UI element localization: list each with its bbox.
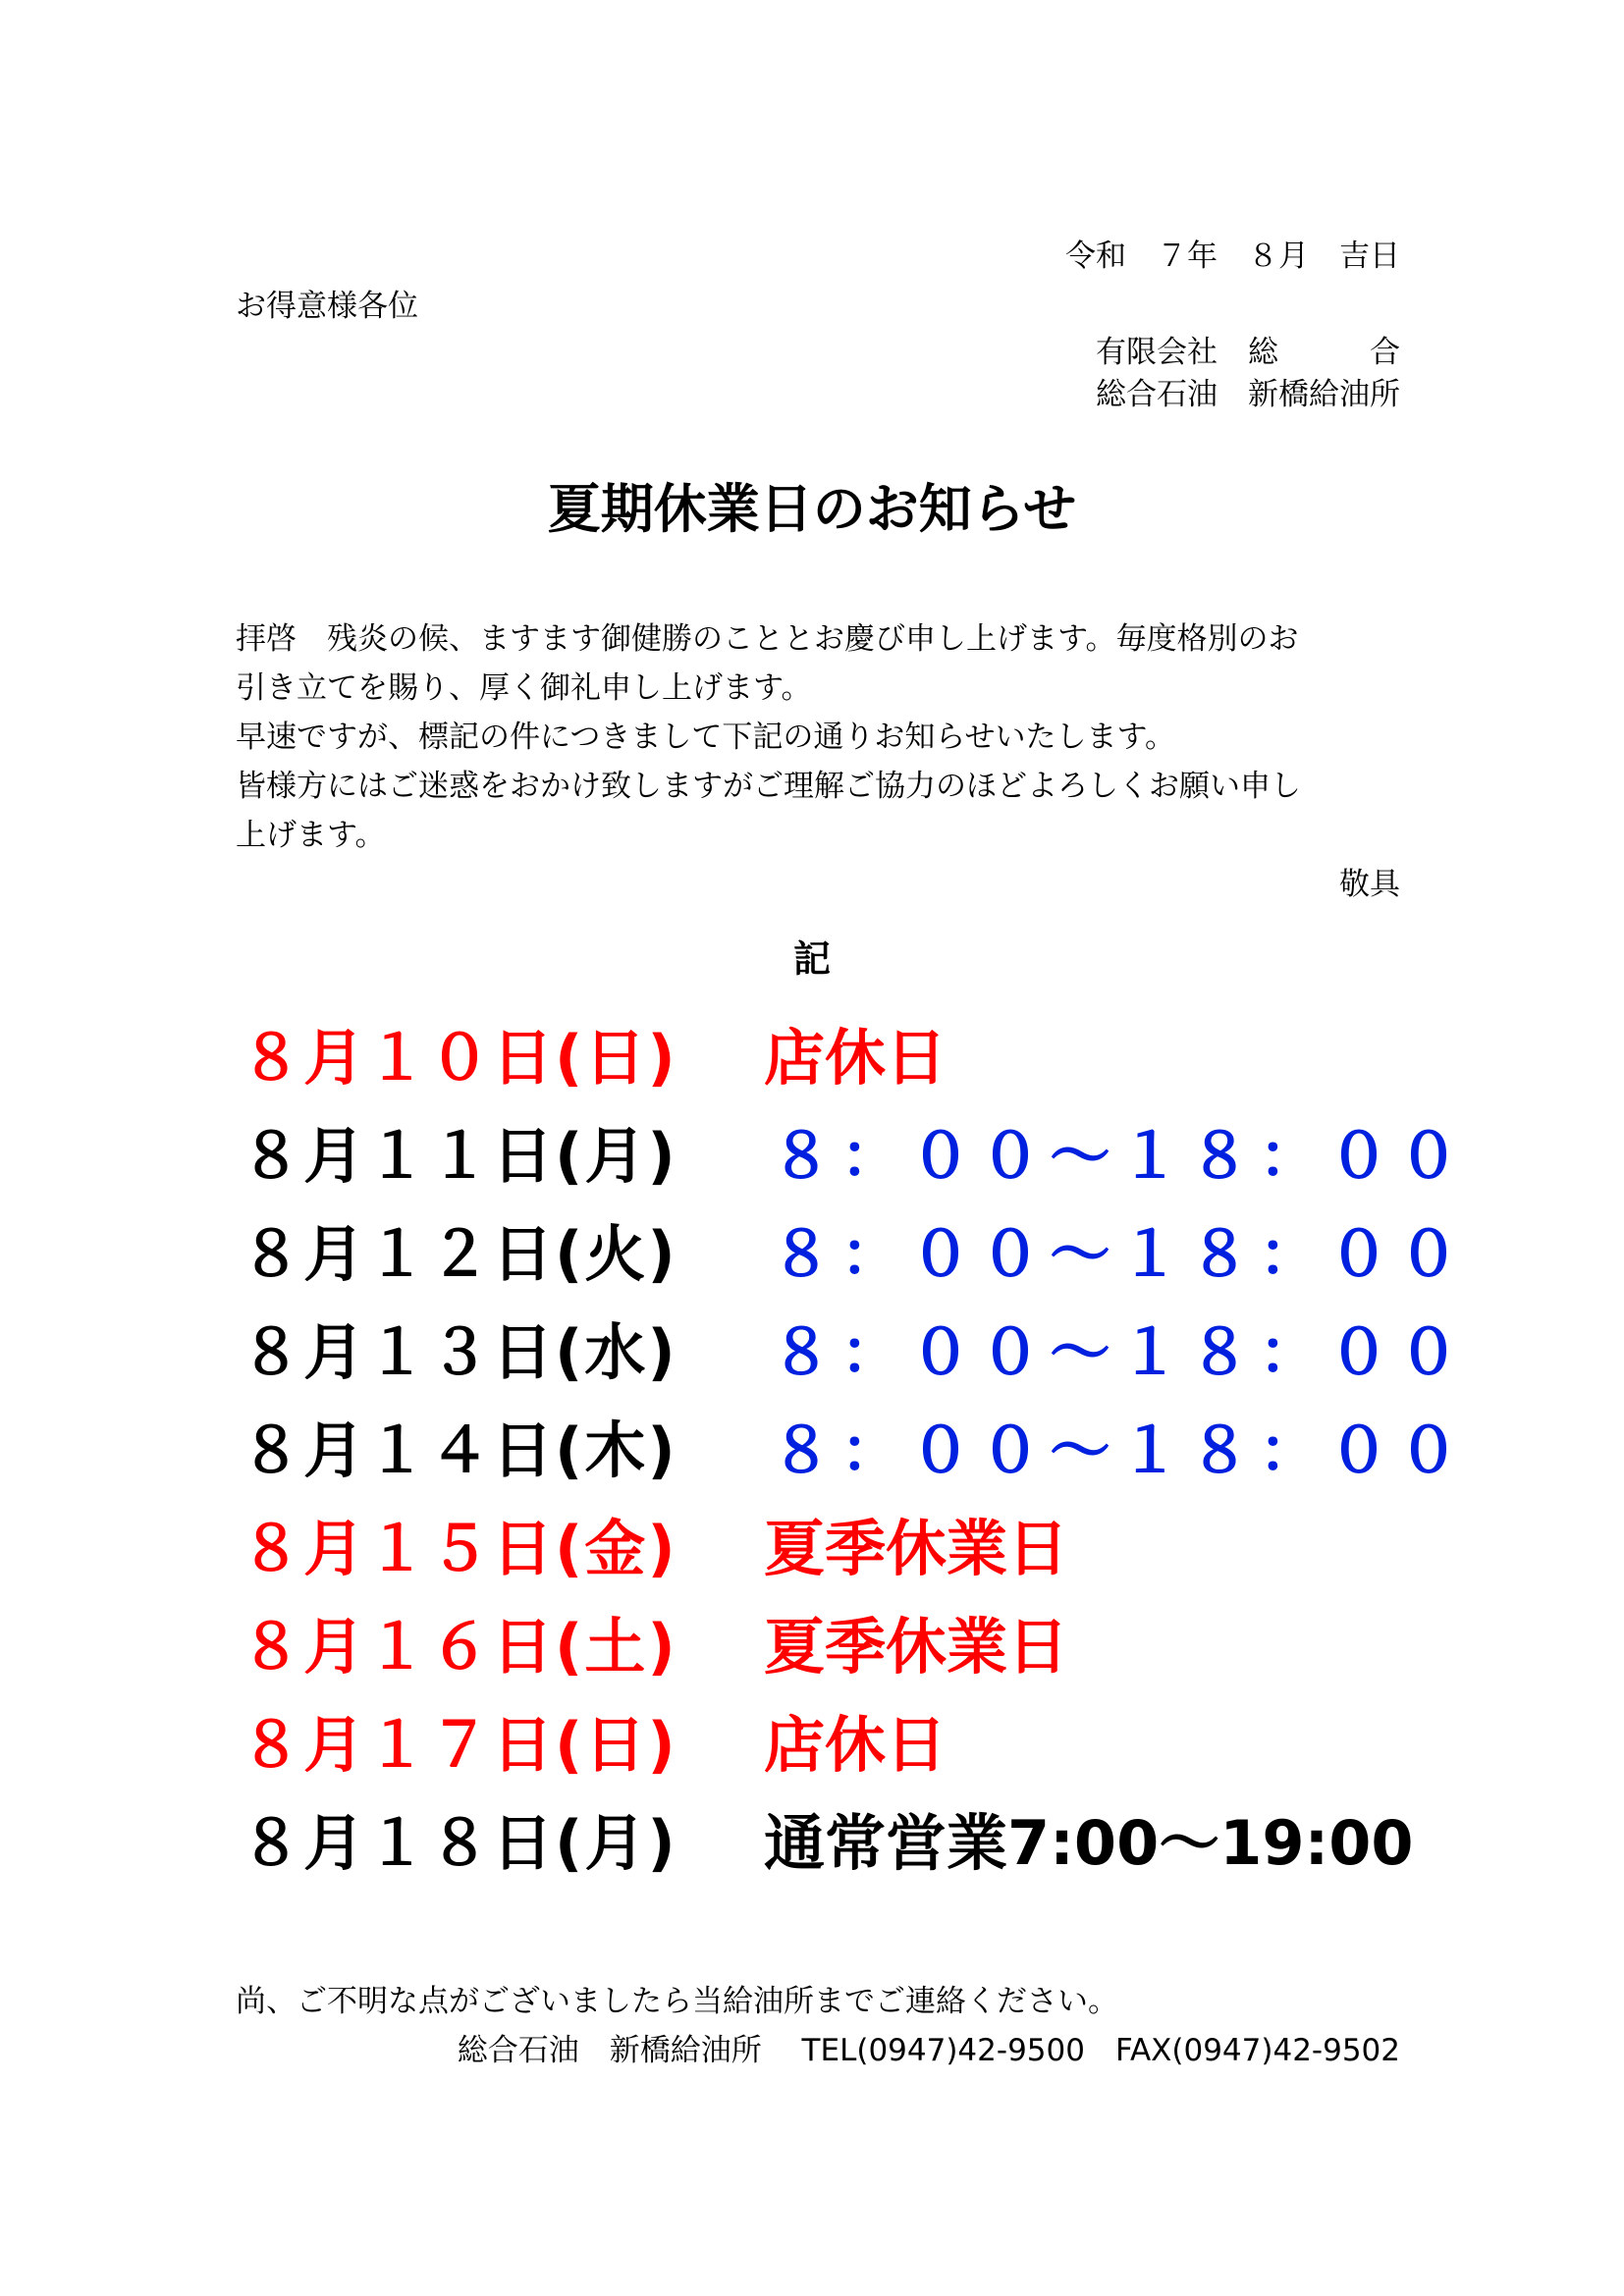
schedule-date: ８月１１日(月): [241, 1120, 677, 1192]
branch-name: 総合石油 新橋給油所: [1096, 377, 1400, 412]
schedule-row: [241, 1510, 1419, 1588]
company-name: 有限会社 総 合: [1096, 335, 1400, 370]
schedule-date: ８月１５日(金): [241, 1513, 677, 1584]
issue-date: 令和 ７年 ８月 吉日: [1065, 239, 1400, 274]
page-title: 夏期休業日のお知らせ: [547, 478, 1077, 540]
schedule-row: [241, 1019, 1419, 1097]
ki-heading: 記: [792, 937, 831, 981]
schedule-row: [241, 1215, 1469, 1294]
footer-contact: 総合石油 新橋給油所 TEL(0947)42-9500 FAX(0947)42-9502: [457, 2033, 1400, 2068]
body-line: 引き立てを賜り、厚く御礼申し上げます。: [236, 670, 812, 706]
schedule-date: ８月１０日(日): [241, 1022, 677, 1094]
body-line: 皆様方にはご迷惑をおかけ致しますがご理解ご協力のほどよろしくお願い申し: [236, 769, 1301, 804]
schedule-hours: ８：００～１８：００: [771, 1316, 1469, 1388]
body-line: 早速ですが、標記の件につきまして下記の通りお知らせいたします。: [236, 720, 1175, 755]
schedule-row: [241, 1804, 1419, 1883]
schedule-hours: ８：００～１８：００: [771, 1415, 1469, 1486]
schedule-status: 夏季休業日: [764, 1611, 1069, 1682]
body-line: 拝啓 残炎の候、ますます御健勝のこととお慶び申し上げます。毎度格別のお: [236, 621, 1299, 657]
schedule-status: 店休日: [764, 1022, 947, 1094]
schedule-date: ８月１７日(日): [241, 1709, 677, 1781]
schedule-status: 店休日: [764, 1709, 947, 1781]
schedule-date: ８月１６日(土): [241, 1611, 677, 1682]
schedule-hours: ８：００～１８：００: [771, 1218, 1469, 1290]
schedule-date: ８月１３日(水): [241, 1316, 677, 1388]
schedule-row: [241, 1706, 1419, 1785]
schedule-row: [241, 1117, 1469, 1196]
schedule-row: [241, 1313, 1469, 1392]
schedule-date: ８月１４日(木): [241, 1415, 677, 1486]
schedule-status: 夏季休業日: [764, 1513, 1069, 1584]
closing-word: 敬具: [1339, 867, 1400, 902]
recipient: お得意様各位: [236, 289, 418, 324]
schedule-row: [241, 1412, 1469, 1490]
schedule-date: ８月１２日(火): [241, 1218, 677, 1290]
schedule-status: 通常営業7:00～19:00: [764, 1807, 1414, 1879]
body-line: 上げます。: [236, 818, 386, 853]
schedule-hours: ８：００～１８：００: [771, 1120, 1469, 1192]
schedule-date: ８月１８日(月): [241, 1807, 677, 1879]
schedule-row: [241, 1608, 1419, 1686]
footer-note: 尚、ご不明な点がございましたら当給油所までご連絡ください。: [236, 1984, 1118, 2019]
